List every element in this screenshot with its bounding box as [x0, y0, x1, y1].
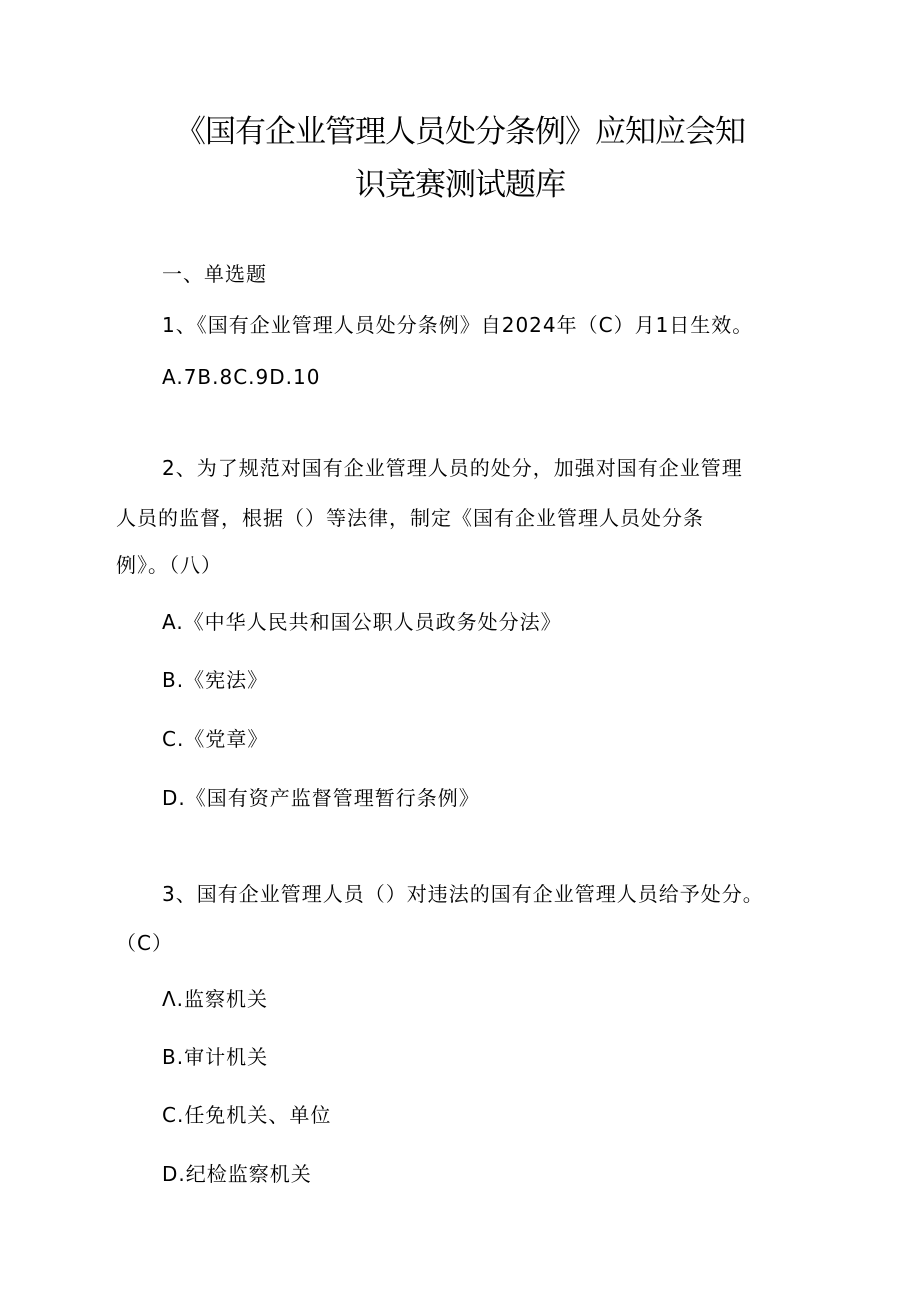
question-2-option-c: C.《党章》	[162, 727, 269, 751]
question-1-line-1: 1、《国有企业管理人员处分条例》自2024年（C）月1日生效。	[162, 313, 754, 337]
section-heading: 一、单选题	[162, 262, 267, 286]
question-2-option-b: B.《宪法》	[162, 668, 269, 692]
question-3-line-1: 3、国有企业管理人员（）对违法的国有企业管理人员给予处分。	[162, 882, 764, 906]
question-2-option-a: A.《中华人民共和国公职人员政务处分法》	[162, 610, 562, 634]
question-3-option-b: B.审计机关	[162, 1045, 269, 1069]
question-3-line-2: （C）	[116, 931, 173, 955]
question-2-line-2: 人员的监督，根据（）等法律，制定《国有企业管理人员处分条	[116, 506, 704, 530]
document-title-line-1: 《国有企业管理人员处分条例》应知应会知	[175, 114, 745, 150]
question-3-option-a: Λ.监察机关	[162, 987, 269, 1011]
question-2-line-3: 例》。（八）	[116, 553, 222, 577]
question-2-option-d: D.《国有资产监督管理暂行条例》	[162, 786, 480, 810]
question-3-option-c: C.任免机关、单位	[162, 1103, 332, 1127]
question-3-option-d: D.纪检监察机关	[162, 1162, 312, 1186]
question-1-options: A.7B.8C.9D.10	[162, 365, 321, 389]
question-2-line-1: 2、为了规范对国有企业管理人员的处分，加强对国有企业管理	[162, 456, 743, 480]
document-title-line-2: 识竞赛测试题库	[355, 167, 565, 203]
